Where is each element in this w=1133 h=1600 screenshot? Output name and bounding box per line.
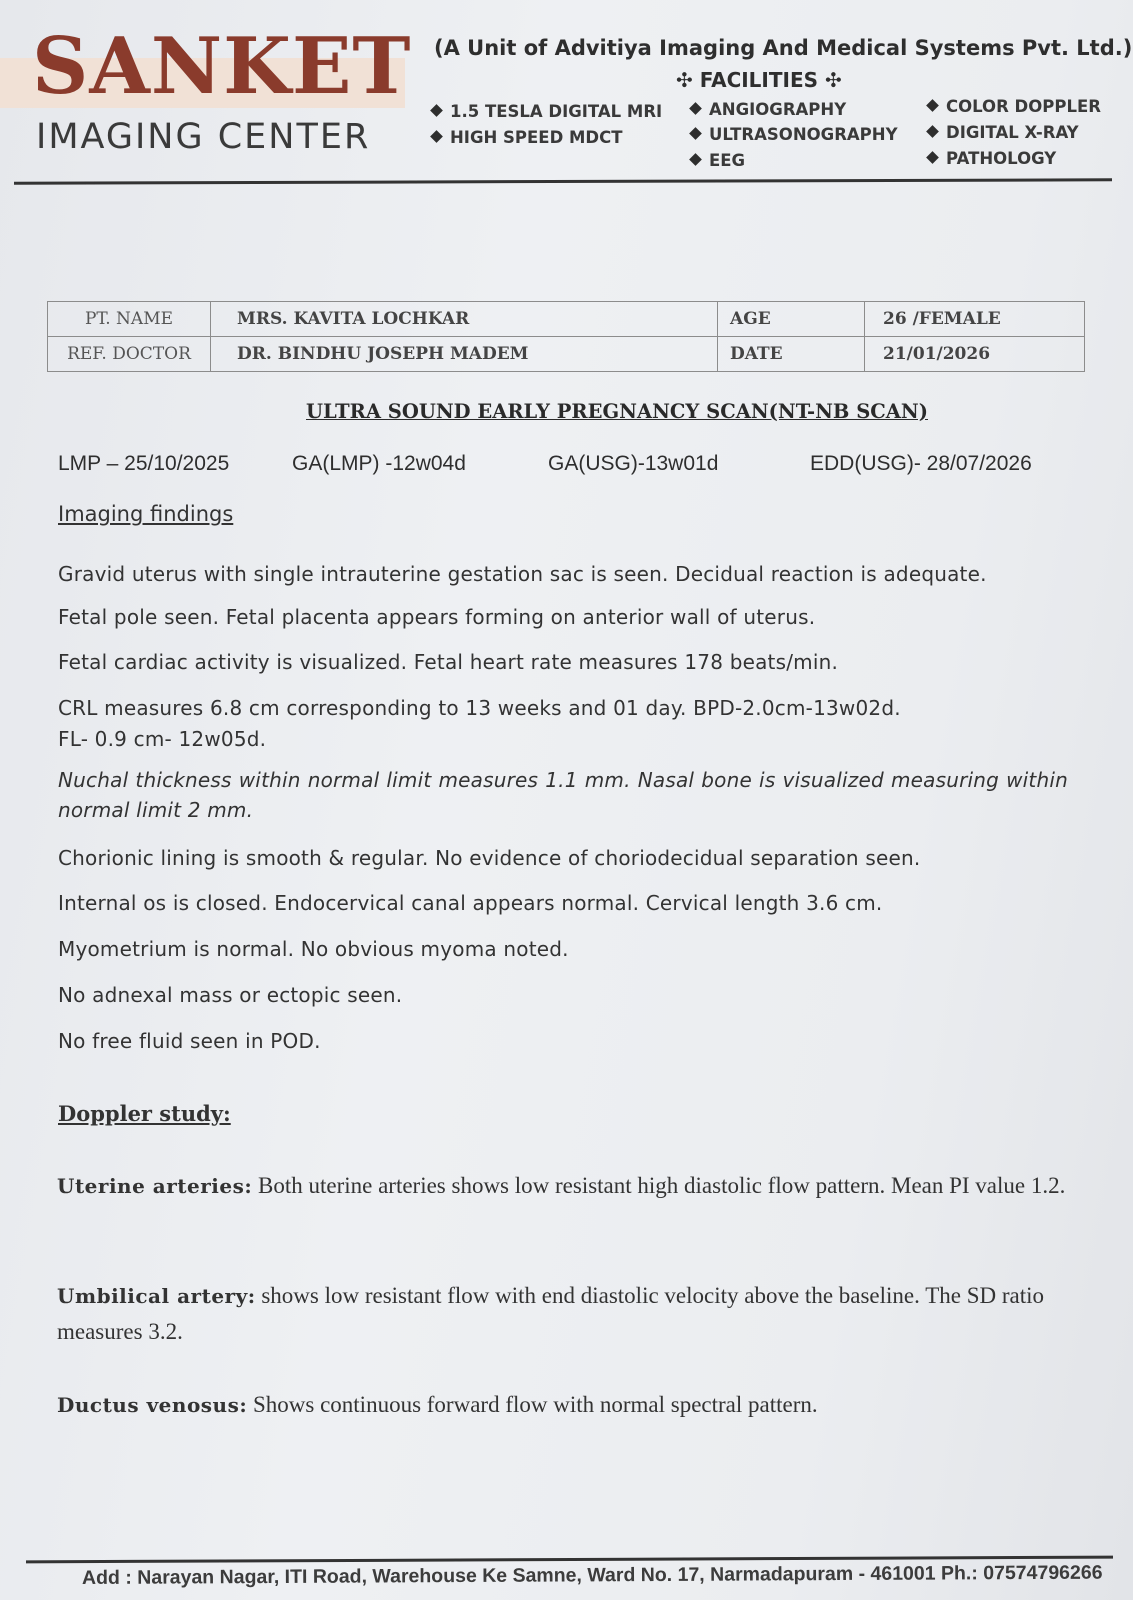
edd-usg-value: EDD(USG)- 28/07/2026 xyxy=(810,452,1032,475)
finding-line: Fetal cardiac activity is visualized. Fetal heart rate measures 178 beats/min. xyxy=(58,650,839,674)
ga-lmp-value: GA(LMP) -12w04d xyxy=(292,452,466,475)
facility-item: COLOR DOPPLER xyxy=(928,97,1101,116)
table-row xyxy=(48,337,1085,372)
uterine-arteries-paragraph xyxy=(57,1168,1067,1204)
facility-item: 1.5 TESLA DIGITAL MRI xyxy=(432,102,662,121)
diamond-bullet-icon xyxy=(689,153,702,166)
report-date: 21/01/2026 xyxy=(865,337,1085,372)
facility-item: PATHOLOGY xyxy=(928,149,1056,168)
facility-item: ULTRASONOGRAPHY xyxy=(691,125,898,144)
patient-name: MRS. KAVITA LOCHKAR xyxy=(211,302,718,337)
facility-item: ANGIOGRAPHY xyxy=(691,100,846,119)
finding-line: No adnexal mass or ectopic seen. xyxy=(58,983,403,1007)
umbilical-artery-paragraph xyxy=(57,1278,1067,1349)
doppler-heading: Doppler study: xyxy=(58,1101,231,1126)
facilities-label: ✣ FACILITIES ✣ xyxy=(676,68,842,92)
unit-line: (A Unit of Advitiya Imaging And Medical Systems Pvt. Ltd.) xyxy=(434,36,1133,60)
facility-item: HIGH SPEED MDCT xyxy=(432,128,623,147)
diamond-bullet-icon xyxy=(430,104,443,117)
finding-line: Myometrium is normal. No obvious myoma noted. xyxy=(58,937,569,961)
table-row xyxy=(48,302,1085,337)
finding-line: Nuchal thickness within normal limit measures 1.1 mm. Nasal bone is visualized measuring within normal limit 2 mm. xyxy=(58,768,1068,822)
report-title: ULTRA SOUND EARLY PREGNANCY SCAN(NT-NB SCAN) xyxy=(306,400,928,423)
ductus-venosus-paragraph xyxy=(57,1387,1067,1423)
header-divider xyxy=(14,178,1112,184)
finding-line: Chorionic lining is smooth & regular. No evidence of choriodecidual separation seen. xyxy=(58,846,921,870)
diamond-bullet-icon xyxy=(689,127,702,140)
patient-name-label: PT. NAME xyxy=(48,302,211,337)
uterine-arteries-text: Both uterine arteries shows low resistant high diastolic flow pattern. Mean PI value 1.2. xyxy=(257,1173,1066,1198)
facility-item: EEG xyxy=(691,151,745,170)
findings-heading: Imaging findings xyxy=(58,502,234,526)
ga-usg-value: GA(USG)-13w01d xyxy=(548,452,719,475)
uterine-arteries-label: Uterine arteries: xyxy=(57,1174,253,1198)
patient-age: 26 /FEMALE xyxy=(865,302,1085,337)
finding-line: FL- 0.9 cm- 12w05d. xyxy=(58,727,267,751)
umbilical-artery-label: Umbilical artery: xyxy=(57,1284,256,1308)
footer-address: Add : Narayan Nagar, ITI Road, Warehouse Ke Samne, Ward No. 17, Narmadapuram - 461001 Ph.: 07574796266 xyxy=(81,1561,1103,1589)
finding-line: Internal os is closed. Endocervical canal appears normal. Cervical length 3.6 cm. xyxy=(58,891,883,915)
facility-item: DIGITAL X-RAY xyxy=(928,123,1079,142)
umbilical-artery-text: shows low resistant flow with end diastolic velocity above the baseline. The SD ratio measures 3.2. xyxy=(57,1283,1045,1344)
ref-doctor: DR. BINDHU JOSEPH MADEM xyxy=(211,337,718,372)
date-label: DATE xyxy=(718,337,865,372)
diamond-bullet-icon xyxy=(926,125,939,138)
logo-subtitle: IMAGING CENTER xyxy=(36,117,371,157)
finding-line: Fetal pole seen. Fetal placenta appears forming on anterior wall of uterus. xyxy=(58,605,816,629)
ductus-venosus-label: Ductus venosus: xyxy=(57,1393,248,1417)
patient-table xyxy=(47,301,1085,372)
logo-title: SANKET xyxy=(32,21,412,112)
age-label: AGE xyxy=(718,302,865,337)
finding-line: No free fluid seen in POD. xyxy=(58,1029,321,1053)
finding-line: CRL measures 6.8 cm corresponding to 13 weeks and 01 day. BPD-2.0cm-13w02d. xyxy=(58,696,901,720)
lmp-value: LMP – 25/10/2025 xyxy=(58,452,230,475)
ductus-venosus-text: Shows continuous forward flow with normal spectral pattern. xyxy=(252,1392,818,1417)
diamond-bullet-icon xyxy=(430,130,443,143)
ref-doctor-label: REF. DOCTOR xyxy=(48,337,211,372)
finding-line: Gravid uterus with single intrauterine gestation sac is seen. Decidual reaction is adequate. xyxy=(58,562,987,586)
diamond-bullet-icon xyxy=(926,151,939,164)
diamond-bullet-icon xyxy=(926,99,939,112)
diamond-bullet-icon xyxy=(689,102,702,115)
